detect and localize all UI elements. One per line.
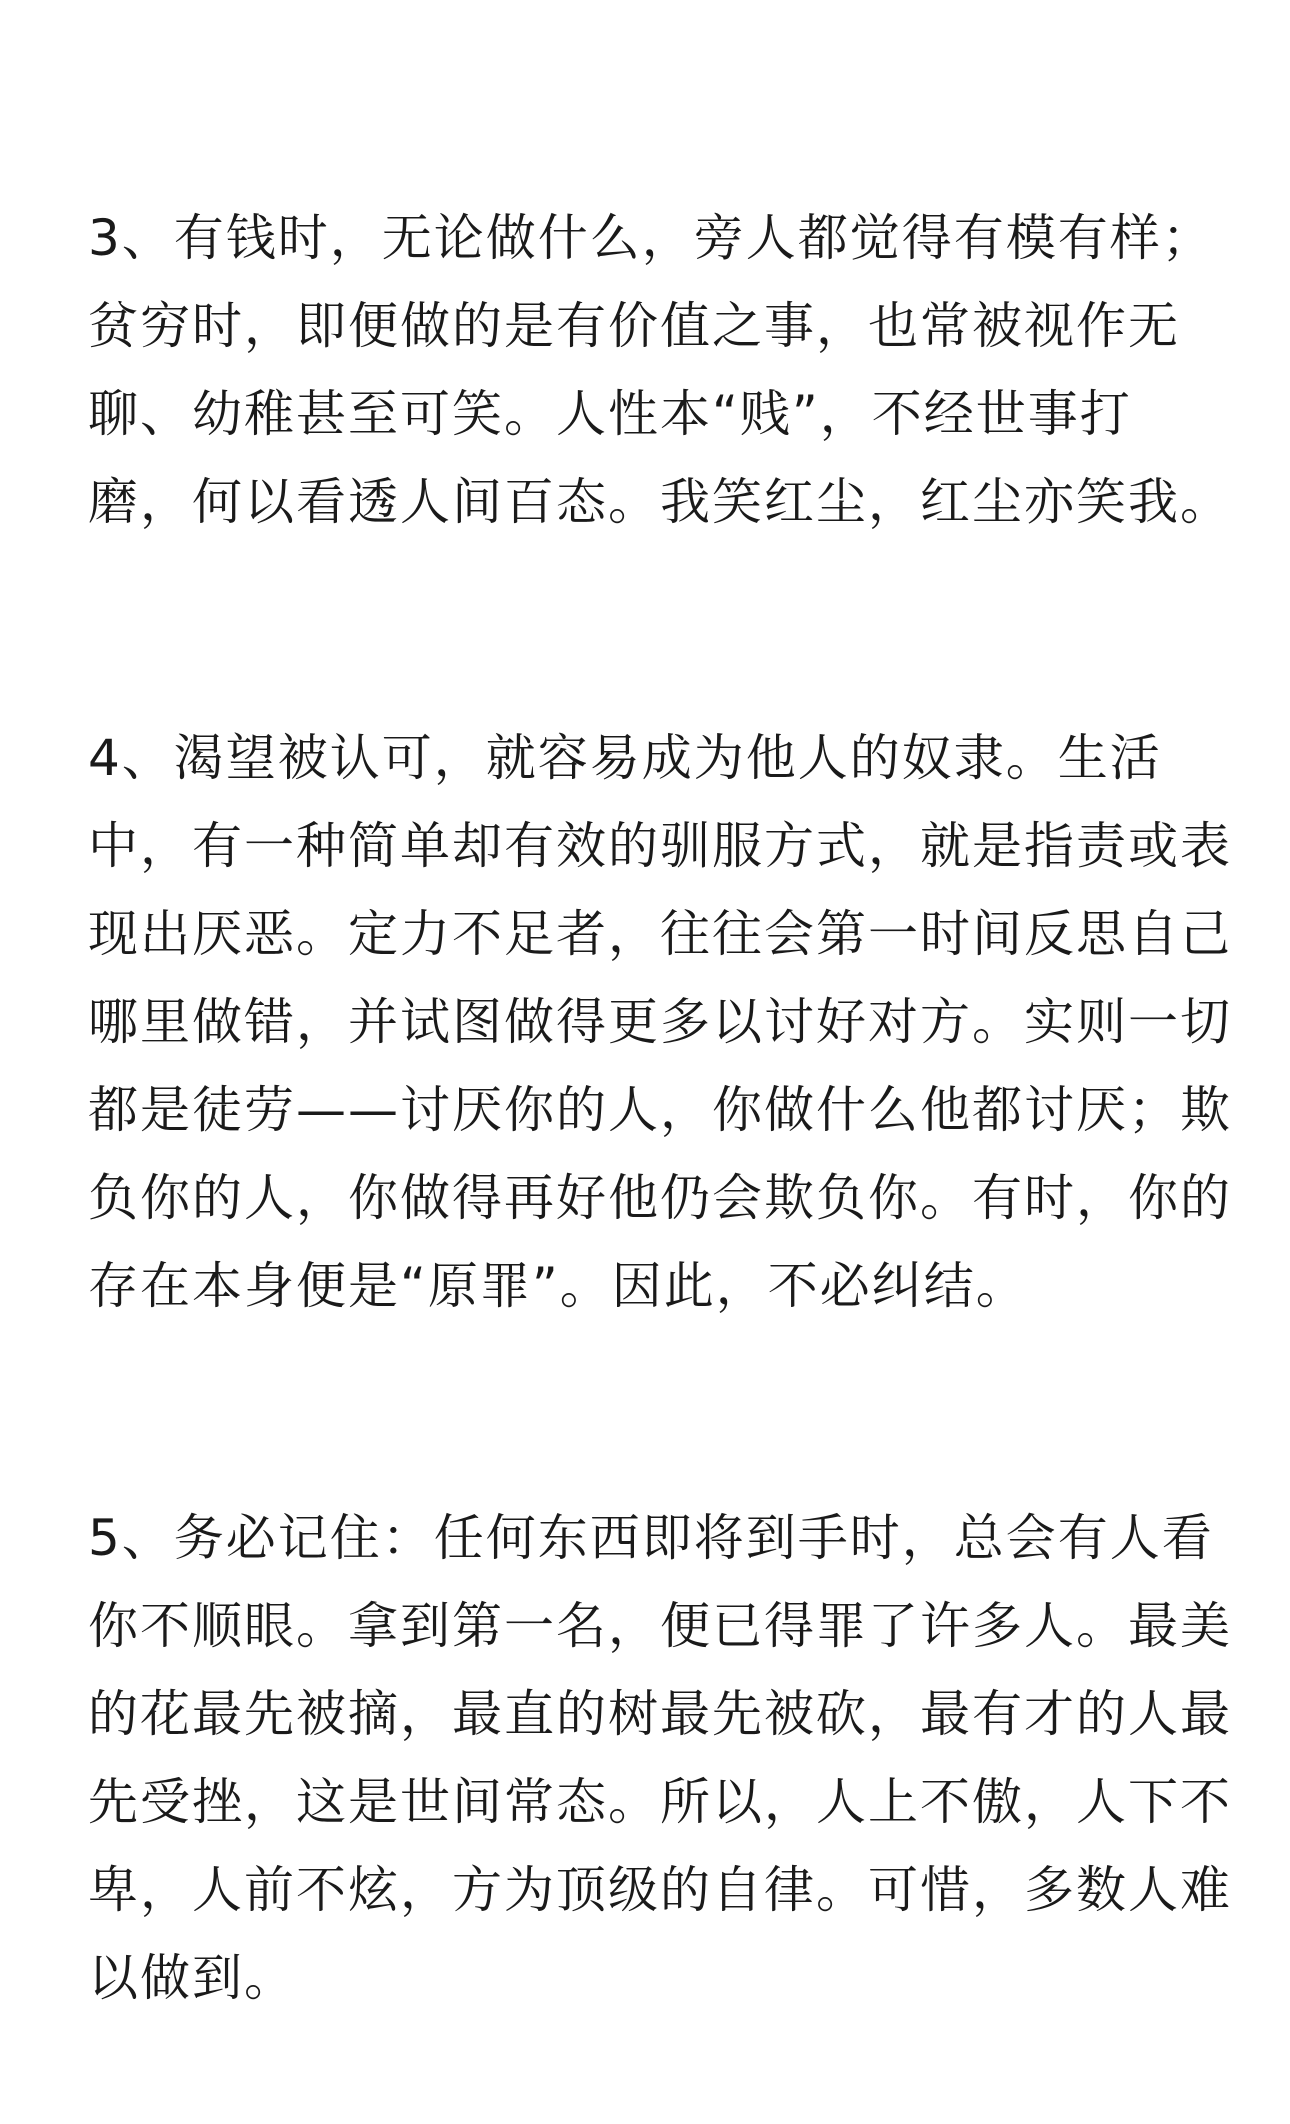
text-line: 都是徒劳——讨厌你的人，你做什么他都讨厌；欺 <box>88 1081 1232 1139</box>
text-line: 负你的人，你做得再好他仍会欺负你。有时，你的 <box>88 1169 1232 1227</box>
text-line: 的花最先被摘，最直的树最先被砍，最有才的人最 <box>88 1685 1232 1743</box>
text-line: 以做到。 <box>88 1949 296 2007</box>
text-line: 磨，何以看透人间百态。我笑红尘，红尘亦笑我。 <box>88 473 1232 531</box>
text-line: 哪里做错，并试图做得更多以讨好对方。实则一切 <box>88 993 1232 1051</box>
text-line: 存在本身便是“原罪”。因此，不必纠结。 <box>88 1257 1028 1315</box>
text-line: 贫穷时，即便做的是有价值之事，也常被视作无 <box>88 297 1180 355</box>
text-line: 4、渴望被认可，就容易成为他人的奴隶。生活 <box>88 729 1162 787</box>
text-line: 你不顺眼。拿到第一名，便已得罪了许多人。最美 <box>88 1597 1232 1655</box>
text-line: 先受挫，这是世间常态。所以，人上不傲，人下不 <box>88 1773 1232 1831</box>
text-line: 卑，人前不炫，方为顶级的自律。可惜，多数人难 <box>88 1861 1232 1919</box>
paragraph-3 <box>88 194 1232 546</box>
text-line: 聊、幼稚甚至可笑。人性本“贱”，不经世事打 <box>88 385 1132 443</box>
text-line: 中，有一种简单却有效的驯服方式，就是指责或表 <box>88 817 1232 875</box>
text-line: 现出厌恶。定力不足者，往往会第一时间反思自己 <box>88 905 1232 963</box>
text-line: 3、有钱时，无论做什么，旁人都觉得有模有样； <box>88 209 1214 267</box>
text-line: 5、务必记住：任何东西即将到手时，总会有人看 <box>88 1509 1214 1567</box>
paragraph-5 <box>88 1494 1232 2022</box>
paragraph-4 <box>88 714 1232 1330</box>
